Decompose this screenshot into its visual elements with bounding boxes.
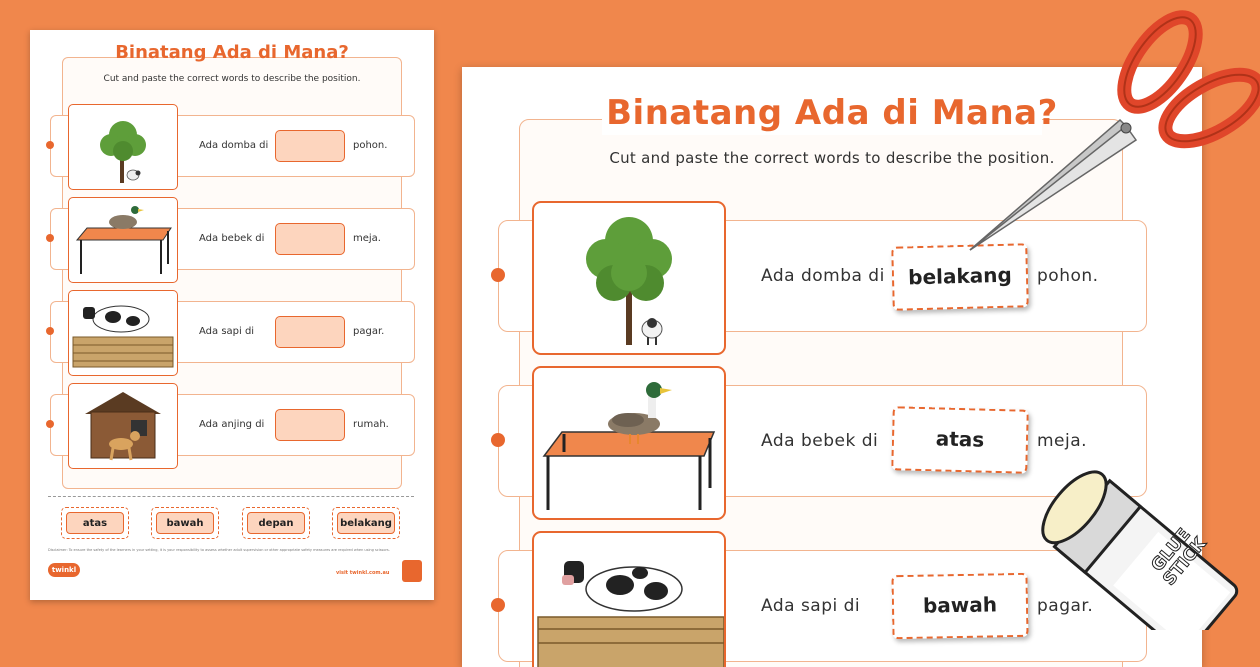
- disclaimer: Disclaimer: To ensure the safety of the learners in your setting, it is your responsibility to assess whether adult supervision or other appropriate safety measures are required when using scissors.: [48, 548, 390, 552]
- row-bullet: [491, 433, 505, 447]
- row-bullet: [491, 268, 505, 282]
- sentence-start: Ada domba di: [761, 266, 885, 286]
- word-card[interactable]: [242, 507, 310, 539]
- worksheet-row: [50, 208, 415, 270]
- worksheet-title: Binatang Ada di Mana?: [115, 42, 349, 63]
- sentence-end: meja.: [1037, 431, 1088, 451]
- twinkl-logo: twinkl: [48, 563, 80, 577]
- duck-table-picture: [68, 197, 178, 283]
- answer-box[interactable]: [275, 409, 345, 441]
- word-card[interactable]: [61, 507, 129, 539]
- sentence-end: pohon.: [353, 140, 388, 151]
- sentence-end: pohon.: [1037, 266, 1099, 286]
- worksheet-instruction: Cut and paste the correct words to describe the position.: [609, 149, 1055, 167]
- worksheet-instruction: Cut and paste the correct words to describe the position.: [103, 74, 361, 84]
- scissors-icon: [950, 0, 1260, 300]
- word-card-label: depan: [247, 512, 305, 534]
- word-card[interactable]: [151, 507, 219, 539]
- sentence-end: pagar.: [1037, 596, 1094, 616]
- row-bullet: [491, 598, 505, 612]
- cow-fence-picture: [68, 290, 178, 376]
- word-card-label: bawah: [156, 512, 214, 534]
- cut-line: [48, 496, 414, 497]
- answer-box[interactable]: [275, 223, 345, 255]
- row-bullet: [46, 327, 54, 335]
- word-card-label: atas: [66, 512, 124, 534]
- worksheet-title: Binatang Ada di Mana?: [606, 93, 1058, 133]
- pasted-word-card[interactable]: atas: [891, 406, 1029, 474]
- dog-shed-picture: [68, 383, 178, 469]
- sentence-start: Ada anjing di: [199, 419, 265, 430]
- sentence-start: Ada bebek di: [761, 431, 879, 451]
- worksheet-preview-small: [30, 30, 434, 600]
- cow-fence-picture: [532, 531, 726, 667]
- row-bullet: [46, 141, 54, 149]
- sentence-start: Ada sapi di: [199, 326, 255, 337]
- tree-sheep-picture: [532, 201, 726, 355]
- sentence-end: rumah.: [353, 419, 389, 430]
- duck-table-picture: [532, 366, 726, 520]
- row-bullet: [46, 234, 54, 242]
- tree-sheep-picture: [68, 104, 178, 190]
- worksheet-row: [50, 301, 415, 363]
- website-url: visit twinkl.com.au: [336, 570, 390, 576]
- pasted-word-card[interactable]: bawah: [891, 573, 1028, 639]
- word-card[interactable]: [332, 507, 400, 539]
- sentence-start: Ada domba di: [199, 140, 269, 151]
- badge-icon: [402, 560, 422, 582]
- worksheet-row: [50, 115, 415, 177]
- answer-box[interactable]: [275, 130, 345, 162]
- sentence-end: pagar.: [353, 326, 385, 337]
- worksheet-row: [50, 394, 415, 456]
- row-bullet: [46, 420, 54, 428]
- word-card-label: belakang: [337, 512, 395, 534]
- pasted-word-card[interactable]: belakang: [891, 243, 1029, 311]
- answer-box[interactable]: [275, 316, 345, 348]
- sentence-start: Ada bebek di: [199, 233, 265, 244]
- glue-stick-icon: [1010, 440, 1260, 630]
- glue-stick-label: GLUE STICK: [1147, 524, 1211, 590]
- sentence-end: meja.: [353, 233, 381, 244]
- sentence-start: Ada sapi di: [761, 596, 861, 616]
